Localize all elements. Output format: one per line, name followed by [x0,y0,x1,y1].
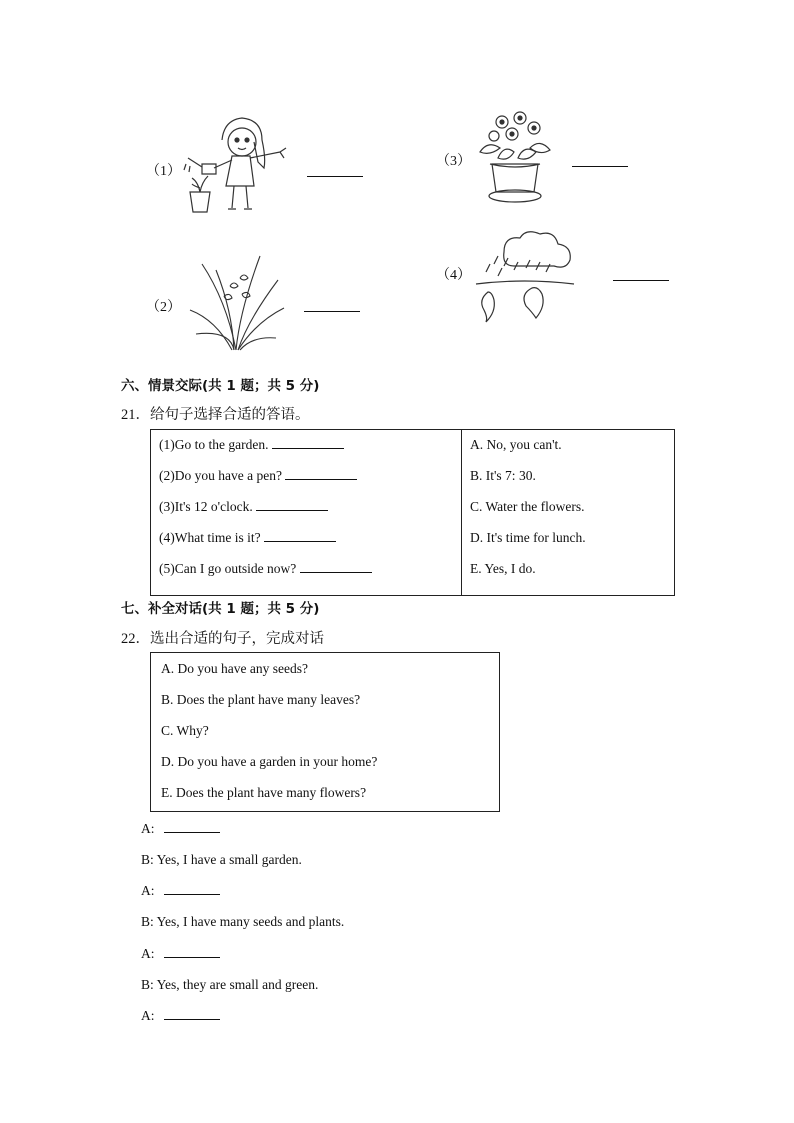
dialogue-blank-3[interactable] [164,957,220,958]
answer-blank-4[interactable] [613,280,669,281]
speaker-a-2: A: [141,883,155,898]
dialogue-line-3 [141,883,220,899]
question-21-text: 给句子选择合适的答语。 [150,407,310,423]
question-21-number: 21． [121,407,150,423]
match-left-row [159,560,453,591]
match-left-2: (2)Do you have a pen? [159,468,282,483]
match-left-1: (1)Go to the garden. [159,437,269,452]
dialogue-line-4: B: Yes, I have many seeds and plants. [141,914,345,929]
option-c: C. Why? [161,723,209,738]
speaker-a-3: A: [141,946,155,961]
section-7-title: 七、补全对话(共 1 题；共 5 分) [121,601,320,617]
match-left-row [159,529,453,560]
answer-blank-1[interactable] [307,176,363,177]
options-box [150,652,500,812]
match-left-5: (5)Can I go outside now? [159,561,297,576]
dialogue-line-2: B: Yes, I have a small garden. [141,852,302,867]
answer-blank-2[interactable] [304,311,360,312]
picture-4-number: （4） [436,268,471,283]
dialogue-line-5 [141,946,220,962]
speaker-a-4: A: [141,1008,155,1023]
match-right-4: D. It's time for lunch. [470,530,586,545]
option-d: D. Do you have a garden in your home? [161,754,378,769]
matching-left-column [151,430,462,596]
match-blank-3[interactable] [256,510,328,511]
match-left-4: (4)What time is it? [159,530,261,545]
speaker-a-1: A: [141,821,155,836]
match-left-3: (3)It's 12 o'clock. [159,499,253,514]
matching-table [150,429,675,596]
question-22-number: 22． [121,631,150,647]
match-left-row [159,436,453,467]
match-blank-5[interactable] [300,572,372,573]
dialogue-blank-2[interactable] [164,894,220,895]
dialogue-line-1 [141,821,220,837]
dialogue-line-7 [141,1008,220,1024]
picture-3-number: （3） [436,154,471,169]
match-left-row [159,498,453,529]
dialogue-blank-4[interactable] [164,1019,220,1020]
option-a: A. Do you have any seeds? [161,661,308,676]
matching-right-column [462,430,675,596]
match-right-3: C. Water the flowers. [470,499,585,514]
girl-watering-plant-icon [180,112,295,217]
match-blank-2[interactable] [285,479,357,480]
dialogue-blank-1[interactable] [164,832,220,833]
match-left-row [159,467,453,498]
potted-flower-icon [474,108,556,208]
question-22 [121,627,324,648]
rain-cloud-seeds-icon [474,226,576,324]
picture-2-number: （2） [146,300,181,315]
grass-plant-icon [186,250,286,355]
option-e: E. Does the plant have many flowers? [161,785,367,800]
match-right-2: B. It's 7: 30. [470,468,536,483]
section-6-title: 六、情景交际(共 1 题；共 5 分) [121,378,320,394]
match-right-1: A. No, you can't. [470,437,562,452]
answer-blank-3[interactable] [572,166,628,167]
question-22-text: 选出合适的句子，完成对话 [150,631,324,647]
question-21 [121,403,310,424]
option-b: B. Does the plant have many leaves? [161,692,361,707]
picture-1-number: （1） [146,164,181,179]
dialogue-line-6: B: Yes, they are small and green. [141,977,319,992]
match-blank-1[interactable] [272,448,344,449]
match-blank-4[interactable] [264,541,336,542]
match-right-5: E. Yes, I do. [470,561,536,576]
